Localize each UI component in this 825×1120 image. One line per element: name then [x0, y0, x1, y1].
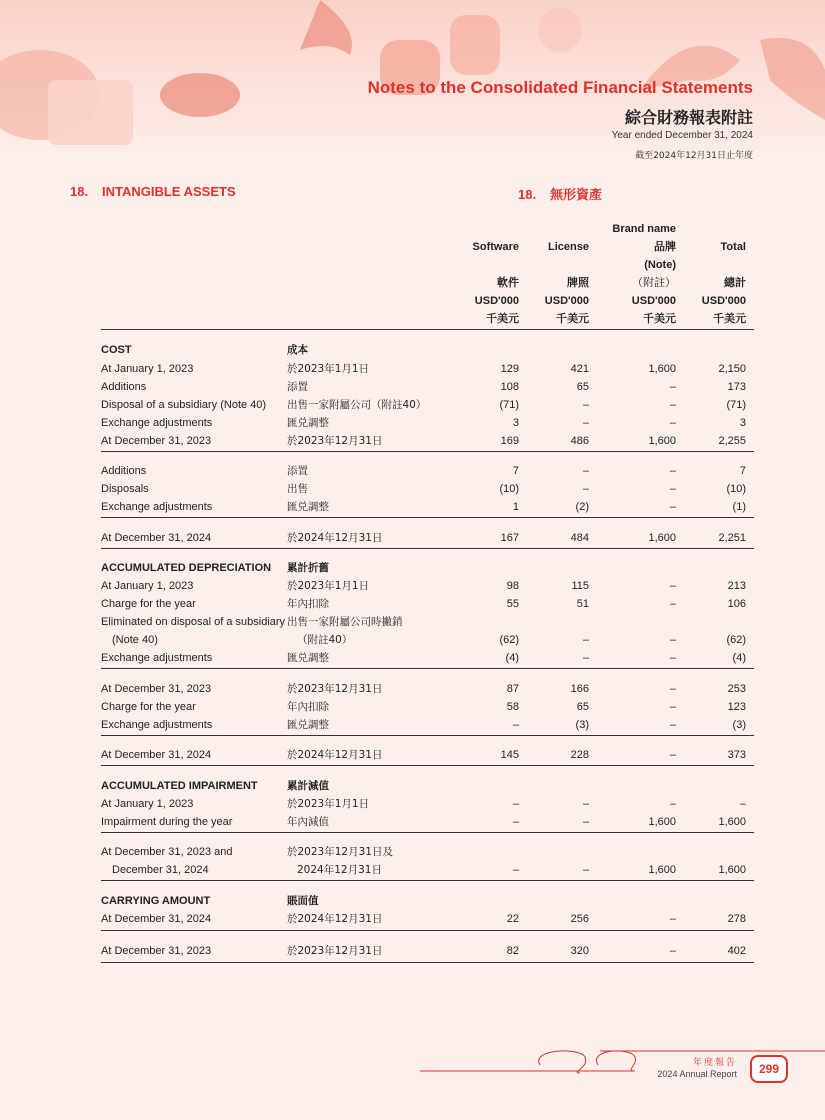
- cell-brand-name: –: [669, 798, 676, 810]
- table-row: [101, 595, 754, 613]
- table-row: [101, 462, 754, 480]
- cell-license: 486: [570, 435, 589, 447]
- row-label-cn: 匯兑調整: [287, 501, 329, 513]
- row-label-cn: 於2023年12月31日及: [287, 846, 393, 858]
- row-label-cn: 成本: [287, 344, 308, 356]
- row-label-cn: 年內扣除: [287, 701, 329, 713]
- table-row: [101, 795, 754, 813]
- cell-license: –: [582, 465, 589, 477]
- section-number: 18.: [70, 184, 89, 199]
- row-label-cn: 匯兑調整: [287, 652, 329, 664]
- table-row: [101, 813, 754, 831]
- row-divider: [101, 451, 754, 452]
- table-row: [101, 698, 754, 716]
- column-header-cn: 總計: [724, 276, 746, 289]
- cell-total: 2,255: [718, 435, 746, 447]
- row-label: Eliminated on disposal of a subsidiary: [101, 616, 286, 628]
- row-label-cn: 於2024年12月31日: [287, 913, 383, 925]
- cell-total: –: [739, 798, 746, 810]
- cell-total: 213: [727, 580, 746, 592]
- row-label-cn: 累計折舊: [287, 562, 329, 574]
- row-label: Exchange adjustments: [101, 417, 213, 429]
- cell-software: 167: [500, 532, 519, 544]
- row-label-cn: 於2023年1月1日: [287, 363, 370, 375]
- cell-license: –: [582, 399, 589, 411]
- cell-license: –: [582, 798, 589, 810]
- cell-software: 129: [500, 363, 519, 375]
- cell-license: (3): [575, 719, 589, 731]
- row-label: Exchange adjustments: [101, 652, 213, 664]
- cell-software: 1: [512, 501, 519, 513]
- row-label: Disposal of a subsidiary (Note 40): [101, 399, 267, 411]
- cell-brand-name: –: [669, 580, 676, 592]
- table-row: [101, 631, 754, 649]
- cell-software: (62): [499, 634, 519, 646]
- table-row: [101, 360, 754, 378]
- cell-software: –: [512, 816, 519, 828]
- cell-total: (1): [732, 501, 746, 513]
- table-row: [101, 716, 754, 734]
- cell-software: 3: [512, 417, 519, 429]
- cell-total: 1,600: [718, 864, 746, 876]
- column-header-unit: USD'000: [701, 295, 746, 307]
- cell-total: 2,251: [718, 532, 746, 544]
- row-label-cn: 於2024年12月31日: [287, 749, 383, 761]
- row-label-cn: 出售一家附屬公司（附註40）: [287, 399, 427, 411]
- column-header-unit: USD'000: [544, 295, 589, 307]
- cell-software: 87: [506, 683, 519, 695]
- table-row: [101, 613, 754, 631]
- row-divider: [101, 548, 754, 549]
- cell-brand-name: –: [669, 483, 676, 495]
- cell-total: 1,600: [718, 816, 746, 828]
- row-divider: [101, 765, 754, 766]
- row-label: Exchange adjustments: [101, 719, 213, 731]
- cell-software: 58: [506, 701, 519, 713]
- table-row: [101, 910, 754, 928]
- row-label: At January 1, 2023: [101, 363, 194, 375]
- cell-brand-name: 1,600: [648, 816, 676, 828]
- column-header-unit-cn: 千美元: [643, 312, 676, 325]
- cell-license: 228: [570, 749, 589, 761]
- row-divider: [101, 962, 754, 963]
- cell-brand-name: –: [669, 501, 676, 513]
- cell-brand-name: –: [669, 913, 676, 925]
- cell-license: (2): [575, 501, 589, 513]
- section-number-cn: 18.: [518, 187, 537, 202]
- cell-total: 106: [727, 598, 746, 610]
- row-label: ACCUMULATED IMPAIRMENT: [101, 780, 258, 792]
- cell-software: (71): [499, 399, 519, 411]
- row-label-cn: 出售一家附屬公司時撇銷: [287, 616, 403, 628]
- cell-software: 169: [500, 435, 519, 447]
- cell-software: (10): [499, 483, 519, 495]
- row-label: Additions: [101, 381, 147, 393]
- page-title: Notes to the Consolidated Financial Statements: [367, 78, 753, 97]
- table-row: [101, 777, 754, 795]
- cell-total: 402: [727, 945, 746, 957]
- column-header-name: License: [548, 241, 589, 253]
- row-label: At December 31, 2023 and: [101, 846, 233, 858]
- cell-total: 278: [727, 913, 746, 925]
- cell-total: 3: [739, 417, 746, 429]
- cell-total: 123: [727, 701, 746, 713]
- row-label: (Note 40): [112, 634, 158, 646]
- header-divider: [101, 329, 754, 330]
- table-row: [101, 746, 754, 764]
- column-header-line3: [439, 256, 519, 274]
- row-label: At January 1, 2023: [101, 798, 194, 810]
- row-label: At December 31, 2024: [101, 532, 212, 544]
- row-divider: [101, 832, 754, 833]
- cell-software: 98: [506, 580, 519, 592]
- cell-brand-name: –: [669, 381, 676, 393]
- column-header-name: Software: [472, 241, 519, 253]
- row-label: At January 1, 2023: [101, 580, 194, 592]
- cell-license: 115: [571, 580, 589, 592]
- column-header-unit: USD'000: [474, 295, 519, 307]
- cell-brand-name: 1,600: [648, 864, 676, 876]
- cell-license: –: [582, 483, 589, 495]
- cell-brand-name: –: [669, 701, 676, 713]
- cell-brand-name: –: [669, 598, 676, 610]
- row-label: At December 31, 2023: [101, 435, 212, 447]
- column-header-unit-cn: 千美元: [713, 312, 746, 325]
- cell-license: –: [582, 417, 589, 429]
- cell-software: 145: [500, 749, 519, 761]
- cell-brand-name: –: [669, 945, 676, 957]
- table-row: [101, 843, 754, 861]
- row-label-cn: 年內扣除: [287, 598, 329, 610]
- cell-brand-name: 1,600: [648, 435, 676, 447]
- table-row: [101, 680, 754, 698]
- row-divider: [101, 517, 754, 518]
- row-label: At December 31, 2024: [101, 913, 212, 925]
- cell-software: –: [512, 864, 519, 876]
- cell-license: 51: [576, 598, 589, 610]
- cell-total: (4): [732, 652, 746, 664]
- row-label-cn: 出售: [287, 483, 308, 495]
- row-divider: [101, 880, 754, 881]
- row-label-cn: 於2023年12月31日: [287, 945, 383, 957]
- cell-software: –: [512, 798, 519, 810]
- table-row: [101, 942, 754, 960]
- section-title: INTANGIBLE ASSETS: [102, 184, 236, 199]
- cell-license: 320: [570, 945, 589, 957]
- row-label-cn: （附註40）: [297, 634, 353, 646]
- cell-total: (3): [732, 719, 746, 731]
- column-header-line3: (Note): [644, 259, 676, 271]
- cell-license: 421: [570, 363, 589, 375]
- row-label-cn: 於2023年1月1日: [287, 580, 370, 592]
- row-label: December 31, 2024: [112, 864, 209, 876]
- period-label-cn: 截至2024年12月31日止年度: [635, 151, 753, 161]
- table-row: [101, 396, 754, 414]
- column-header-cn: （附註）: [632, 276, 676, 289]
- section-heading: [70, 184, 236, 199]
- period-label: Year ended December 31, 2024: [611, 130, 753, 141]
- table-row: [101, 432, 754, 450]
- column-header-software: [439, 220, 519, 328]
- cell-software: –: [512, 719, 519, 731]
- column-header-unit-cn: 千美元: [556, 312, 589, 325]
- row-label-cn: 添置: [287, 381, 308, 393]
- cell-software: 55: [506, 598, 519, 610]
- cell-total: (62): [726, 634, 746, 646]
- table-row: [101, 529, 754, 547]
- cell-license: –: [582, 634, 589, 646]
- cell-license: 256: [570, 913, 589, 925]
- table-row: [101, 341, 754, 359]
- cell-total: 173: [727, 381, 746, 393]
- row-label-cn: 累計減值: [287, 780, 329, 792]
- table-row: [101, 577, 754, 595]
- column-header-name: Total: [720, 241, 746, 253]
- table-row: [101, 498, 754, 516]
- row-divider: [101, 930, 754, 931]
- cell-brand-name: –: [669, 652, 676, 664]
- cell-brand-name: –: [669, 634, 676, 646]
- table-row: [101, 559, 754, 577]
- row-label-cn: 於2024年12月31日: [287, 532, 383, 544]
- row-label-cn: 年內減值: [287, 816, 329, 828]
- cell-software: 108: [500, 381, 519, 393]
- row-label-cn: 2024年12月31日: [297, 864, 382, 876]
- row-label-cn: 賬面值: [287, 895, 319, 907]
- column-header-cn: 牌照: [567, 276, 589, 289]
- cell-license: 65: [576, 381, 589, 393]
- cell-total: (10): [726, 483, 746, 495]
- cell-brand-name: –: [669, 683, 676, 695]
- table-row: [101, 480, 754, 498]
- cell-license: –: [582, 864, 589, 876]
- row-divider: [101, 735, 754, 736]
- cell-license: –: [582, 652, 589, 664]
- cell-brand-name: –: [669, 719, 676, 731]
- cell-brand-name: –: [669, 465, 676, 477]
- cell-brand-name: 1,600: [648, 532, 676, 544]
- column-header-total: [666, 220, 746, 328]
- row-label: At December 31, 2023: [101, 683, 212, 695]
- row-label-cn: 匯兑調整: [287, 417, 329, 429]
- row-label: Exchange adjustments: [101, 501, 213, 513]
- cell-license: –: [582, 816, 589, 828]
- table-row: [101, 414, 754, 432]
- row-label: Charge for the year: [101, 701, 196, 713]
- row-label: ACCUMULATED DEPRECIATION: [101, 562, 272, 574]
- row-divider: [101, 668, 754, 669]
- cell-total: 253: [727, 683, 746, 695]
- row-label-cn: 於2023年12月31日: [287, 683, 383, 695]
- footer-report-cn: 年度報告: [692, 1058, 737, 1068]
- row-label: Additions: [101, 465, 147, 477]
- table-row: [101, 861, 754, 879]
- cell-software: 22: [506, 913, 519, 925]
- cell-total: 2,150: [718, 363, 746, 375]
- row-label-cn: 於2023年12月31日: [287, 435, 383, 447]
- cell-brand-name: –: [669, 399, 676, 411]
- cell-software: (4): [505, 652, 519, 664]
- row-label-cn: 匯兑調整: [287, 719, 329, 731]
- page-number: 299: [750, 1055, 788, 1083]
- column-header-line1: Brand name: [612, 223, 676, 235]
- row-label: At December 31, 2023: [101, 945, 212, 957]
- cell-total: 373: [727, 749, 746, 761]
- row-label-cn: 添置: [287, 465, 308, 477]
- cell-software: 82: [506, 945, 519, 957]
- column-header-unit-cn: 千美元: [486, 312, 519, 325]
- table-row: [101, 649, 754, 667]
- cell-license: 484: [570, 532, 589, 544]
- column-header-unit: USD'000: [631, 295, 676, 307]
- column-header-name: 品牌: [654, 240, 676, 253]
- column-header-brand-name: [576, 220, 676, 328]
- row-label: CARRYING AMOUNT: [101, 895, 211, 907]
- table-row: [101, 892, 754, 910]
- row-label: Charge for the year: [101, 598, 196, 610]
- cell-brand-name: 1,600: [648, 363, 676, 375]
- cell-brand-name: –: [669, 417, 676, 429]
- page-title-cn: 綜合財務報表附註: [624, 108, 753, 127]
- section-heading-cn: [518, 184, 602, 203]
- column-header-line1: [666, 220, 746, 238]
- column-header-line3: [666, 256, 746, 274]
- cell-total: (71): [726, 399, 746, 411]
- section-title-cn: 無形資產: [550, 188, 603, 203]
- cell-brand-name: –: [669, 749, 676, 761]
- row-label: Impairment during the year: [101, 816, 233, 828]
- row-label-cn: 於2023年1月1日: [287, 798, 370, 810]
- column-header-line1: [439, 220, 519, 238]
- cell-total: 7: [739, 465, 746, 477]
- row-label: COST: [101, 344, 132, 356]
- column-header-cn: 軟件: [497, 276, 519, 289]
- cell-software: 7: [512, 465, 519, 477]
- table-row: [101, 378, 754, 396]
- cell-license: 166: [570, 683, 589, 695]
- row-label: Disposals: [101, 483, 149, 495]
- cell-license: 65: [576, 701, 589, 713]
- footer-report-en: 2024 Annual Report: [657, 1069, 737, 1079]
- row-label: At December 31, 2024: [101, 749, 212, 761]
